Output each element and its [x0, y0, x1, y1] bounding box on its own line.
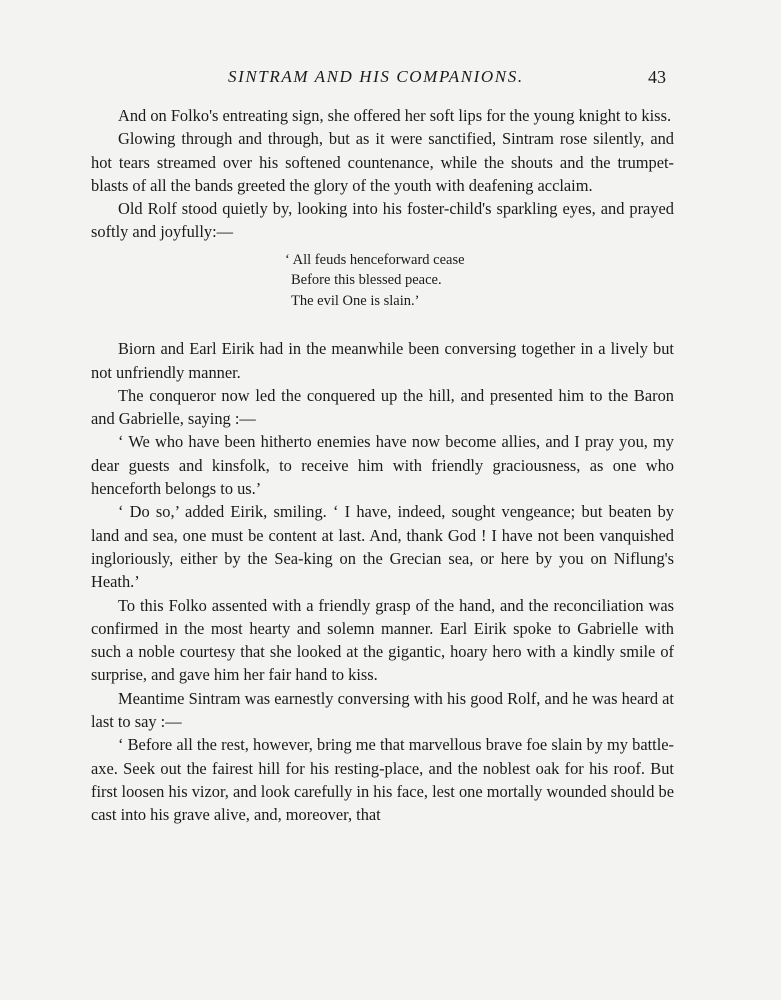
- paragraph: Old Rolf stood quietly by, looking into his foster-child's sparkling eyes, and prayed softly and joyfully:—: [91, 199, 674, 242]
- paragraph: Meantime Sintram was earnestly conversing with his good Rolf, and he was heard at last to say :—: [91, 688, 674, 732]
- paragraph: ‘ Do so,’ added Eirik, smiling. ‘ I have, indeed, sought vengeance; but beaten by land and sea, one must be content at last. And, thank God ! I have not been vanquished ingloriously, either by the Sea-king on the Grecian sea, or here by you on Niflung's Heath.’: [91, 502, 674, 592]
- verse-line: Before this blessed peace.: [291, 272, 442, 289]
- body-text: [91, 104, 674, 827]
- paragraph: And on Folko's entreating sign, she offered her soft lips for the young knight to kiss.: [118, 106, 672, 125]
- verse-line: The evil One is slain.’: [291, 292, 420, 309]
- page-header: [0, 67, 781, 97]
- paragraph: ‘ We who have been hitherto enemies have now become allies, and I pray you, my dear guests and kinsfolk, to receive him with friendly graciousness, as one who henceforth belongs to us.’: [91, 432, 674, 499]
- verse-block: [285, 250, 674, 312]
- paragraph: Glowing through and through, but as it were sanctified, Sintram rose silently, and hot tears streamed over his softened countenance, while the shouts and the trumpet-blasts of all the bands greeted the glory of the youth with deafening acclaim.: [91, 129, 674, 195]
- paragraph: The conqueror now led the conquered up the hill, and presented him to the Baron and Gabrielle, saying :—: [91, 385, 674, 429]
- paragraph: To this Folko assented with a friendly grasp of the hand, and the reconciliation was confirmed in the most hearty and solemn manner. Earl Eirik spoke to Gabrielle with such a noble courtesy that she looked at the gigantic, hoary hero with a kindly smile of surprise, and gave him her fair hand to kiss.: [91, 595, 674, 685]
- paragraph: Biorn and Earl Eirik had in the meanwhile been conversing together in a lively but not unfriendly manner.: [91, 339, 674, 382]
- paragraph: ‘ Before all the rest, however, bring me that marvellous brave foe slain by my battle-axe. Seek out the fairest hill for his resting-place, and the noblest oak for his roof. But first loosen his vizor, and look carefully in his face, lest one mortally wounded should be cast into his grave alive, and, moreover, that: [91, 735, 674, 825]
- running-title: SINTRAM AND HIS COMPANIONS.: [228, 67, 524, 86]
- page-number: 43: [648, 67, 666, 87]
- section-spacer: [91, 320, 674, 337]
- verse-line: ‘ All feuds henceforward cease: [285, 251, 465, 268]
